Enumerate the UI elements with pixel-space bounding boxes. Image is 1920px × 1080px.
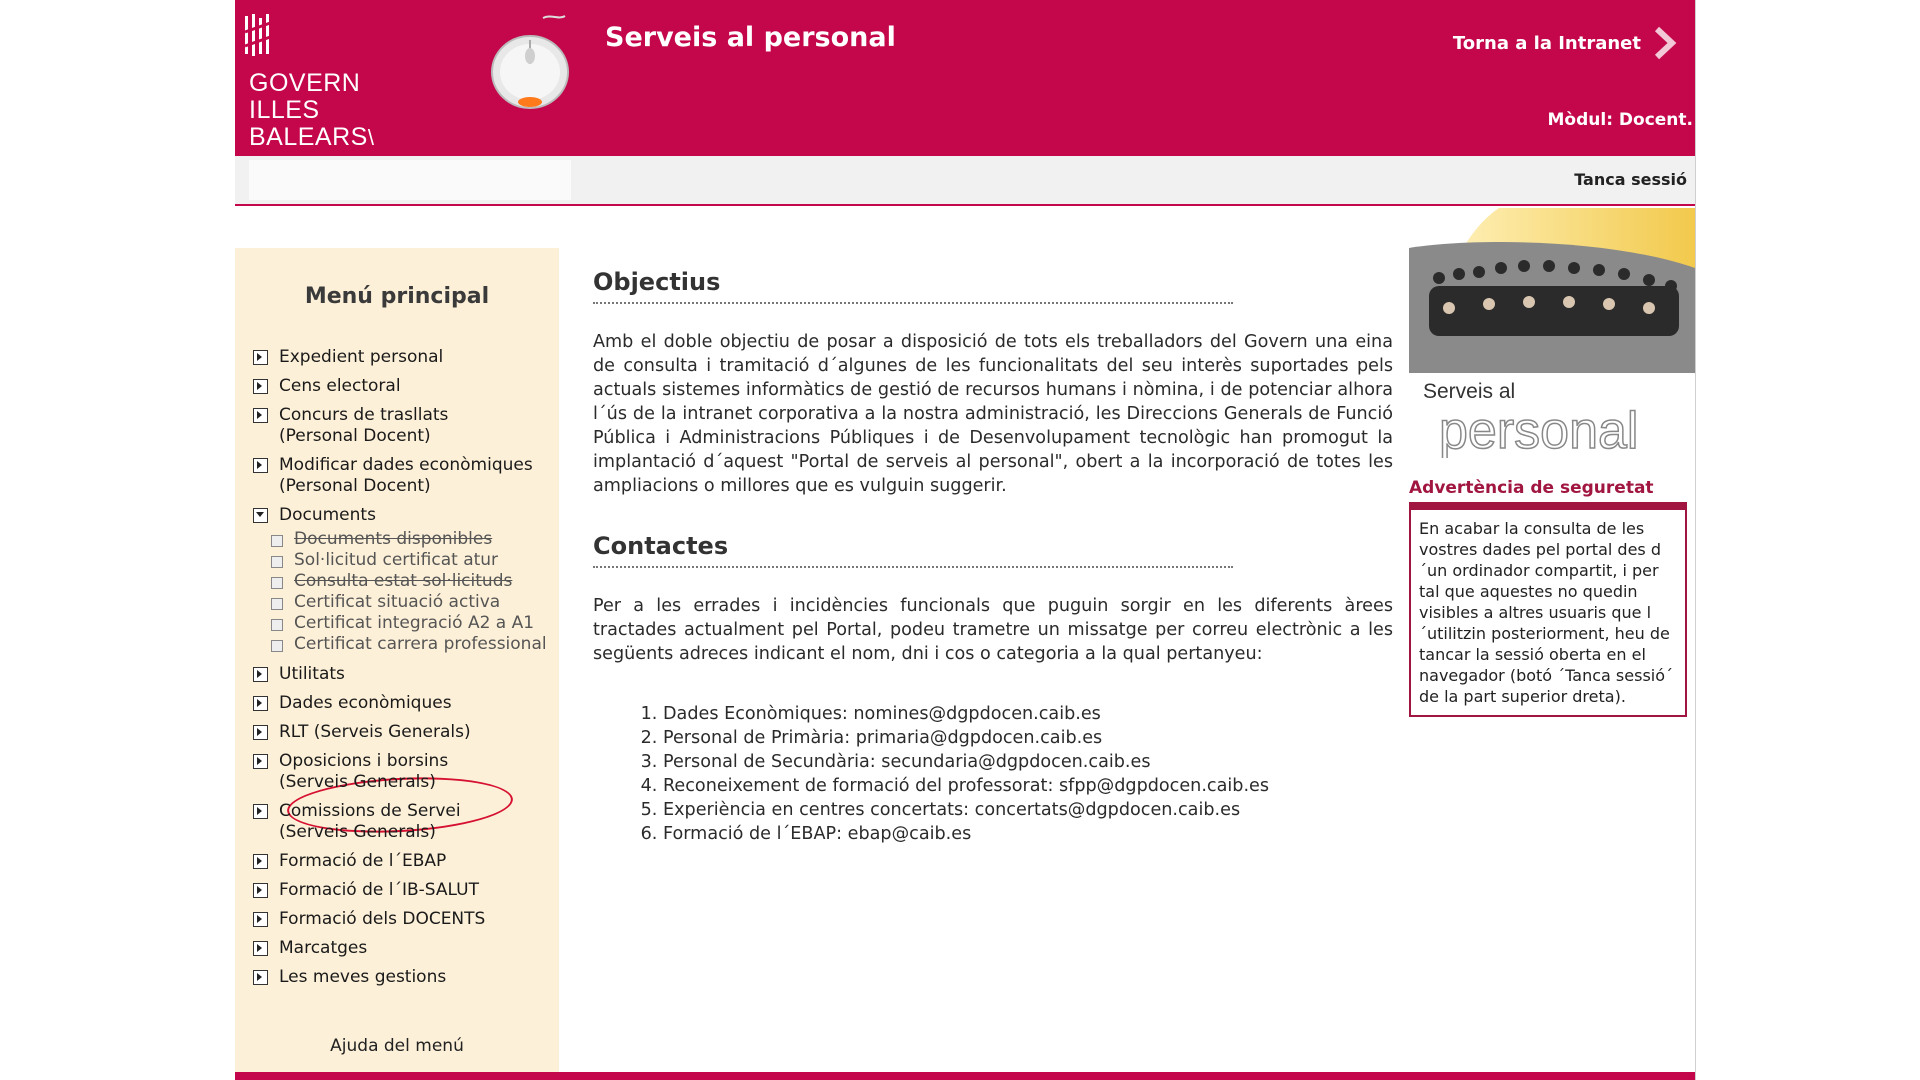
logout-button[interactable]: Tanca sessió [1574, 170, 1687, 189]
objectius-text: Amb el doble objectiu de posar a disposició de tots els treballadors del Govern una eina de consulta i tramitació d´algunes de les funcionalitats del seu interès suportades pels actuals sistemes informàtics de gestió de recursos humans i nòmina, i de potenciar alhora l´ús de la intranet corporativa a la nostra administració, les Direccions Generals de Funció Pública i Administracions Públiques i de Desenvolupament tecnològic han promogut la implantació d´aquest "Portal de serveis al personal", obert a la incorporació de totes les ampliacions o millores que es vulguin suggerir. [593, 332, 1393, 496]
logo-mark-icon [243, 12, 277, 58]
submenu-label: Certificat carrera professional [294, 634, 547, 654]
mouse-icon [485, 12, 585, 112]
sidebar-item-label: Concurs de trasllats [279, 405, 449, 425]
bullet-icon [271, 598, 283, 610]
logo-line: BALEARS\ [249, 123, 375, 151]
submenu-item-certificat-atur[interactable] [271, 550, 498, 571]
submenu-label: Consulta estat sol·licituds [294, 571, 513, 591]
footer-bar [235, 1072, 1695, 1080]
submenu-label: Sol·licitud certificat atur [294, 550, 499, 570]
submenu-label: Certificat situació activa [294, 592, 501, 612]
logo-text [249, 70, 374, 151]
sidebar-item-modificar-dades[interactable] [253, 455, 533, 497]
sidebar-item-label: Comissions de Servei [279, 801, 461, 821]
promo-line2: personal [1439, 402, 1639, 458]
sidebar-item-formacio-ebap[interactable] [253, 851, 446, 872]
sidebar-item-sublabel: (Personal Docent) [279, 476, 431, 496]
sidebar-item-marcatges[interactable] [253, 938, 367, 959]
promo-line1: Serveis al [1423, 380, 1516, 403]
contact-item: 6. Formació de l´EBAP: ebap@caib.es [663, 822, 1393, 846]
app-title: Serveis al personal [605, 22, 896, 53]
sidebar-item-label: Utilitats [279, 664, 345, 684]
back-to-intranet-link[interactable] [1453, 26, 1677, 60]
sidebar-item-label: Formació de l´IB-SALUT [279, 880, 479, 900]
security-warning-title: Advertència de seguretat [1409, 478, 1654, 498]
contact-item: 2. Personal de Primària: primaria@dgpdocen.caib.es [663, 726, 1393, 750]
expand-icon [253, 696, 268, 711]
sidebar-item-expedient-personal[interactable] [253, 347, 443, 368]
menu-help-link[interactable]: Ajuda del menú [330, 1036, 464, 1056]
sidebar-item-meves-gestions[interactable] [253, 967, 446, 988]
logo-line: ILLES [249, 96, 320, 124]
sidebar-item-oposicions[interactable] [253, 751, 448, 793]
bullet-icon [271, 535, 283, 547]
expand-icon [253, 408, 268, 423]
sidebar-item-label: Modificar dades econòmiques [279, 455, 533, 475]
expand-icon [253, 379, 268, 394]
expand-icon [253, 912, 268, 927]
header [235, 0, 1695, 156]
contactes-text: Per a les errades i incidències funcionals que puguin sorgir en les diferents àrees tractades actualment pel Portal, podeu trametre un missatge per correu electrònic a les següents adreces indicant el nom, dni i cos o categoria a la qual pertanyeu: [593, 596, 1393, 664]
contact-item: 4. Reconeixement de formació del professorat: sfpp@dgpdocen.caib.es [663, 774, 1393, 798]
sidebar-item-label: Marcatges [279, 938, 368, 958]
section-title-contactes: Contactes [593, 532, 1233, 568]
expand-icon [253, 941, 268, 956]
sidebar-item-sublabel: (Serveis Generals) [279, 772, 436, 792]
submenu-item-consulta-estat[interactable] [271, 571, 512, 592]
sidebar-item-dades-economiques[interactable] [253, 693, 452, 714]
expand-icon [253, 754, 268, 769]
promo-banner [1409, 208, 1695, 458]
sidebar-item-sublabel: (Serveis Generals) [279, 822, 436, 842]
sidebar-item-formacio-ibsalut[interactable] [253, 880, 479, 901]
collapse-icon [253, 508, 268, 523]
logo-line: GOVERN [249, 69, 361, 97]
module-label: Mòdul: Docent. [1547, 110, 1693, 130]
security-warning-box: En acabar la consulta de les vostres dades pel portal des d´un ordinador compartit, i per tal que aquestes no quedin visibles a altres usuaris que l´utilitzin posteriorment, heu de tancar la sessió oberta en el navegador (botó ´Tanca sessió´ de la part superior dreta). [1409, 502, 1687, 717]
contact-item: 1. Dades Econòmiques: nomines@dgpdocen.caib.es [663, 702, 1393, 726]
top-bar [235, 156, 1695, 206]
expand-icon [253, 804, 268, 819]
sidebar-item-concurs-trasllats[interactable] [253, 405, 448, 447]
sidebar-item-formacio-docents[interactable] [253, 909, 485, 930]
sidebar-item-sublabel: (Personal Docent) [279, 426, 431, 446]
sidebar-item-documents[interactable] [253, 505, 376, 526]
expand-icon [253, 350, 268, 365]
top-bar-blank [249, 160, 571, 200]
sidebar-item-label: Cens electoral [279, 376, 401, 396]
sidebar [235, 248, 559, 1074]
sidebar-item-comissions[interactable] [253, 801, 461, 843]
sidebar-item-label: Formació de l´EBAP [279, 851, 447, 871]
contacts-list [593, 702, 1393, 846]
expand-icon [253, 667, 268, 682]
sidebar-item-label: Expedient personal [279, 347, 444, 367]
main-content [593, 248, 1393, 846]
page-frame [235, 0, 1696, 1080]
sidebar-item-label: Documents [279, 505, 376, 525]
back-link-label: Torna a la Intranet [1452, 32, 1641, 54]
expand-icon [253, 854, 268, 869]
submenu-label: Documents disponibles [294, 529, 493, 549]
contact-item: 3. Personal de Secundària: secundaria@dgpdocen.caib.es [663, 750, 1393, 774]
sidebar-item-utilitats[interactable] [253, 664, 345, 685]
submenu-item-documents-disponibles[interactable] [271, 529, 492, 550]
sidebar-item-label: Les meves gestions [279, 967, 447, 987]
bullet-icon [271, 556, 283, 568]
sidebar-item-label: RLT (Serveis Generals) [279, 722, 471, 742]
expand-icon [253, 970, 268, 985]
bullet-icon [271, 640, 283, 652]
submenu-item-situacio-activa[interactable] [271, 592, 500, 613]
expand-icon [253, 883, 268, 898]
expand-icon [253, 725, 268, 740]
sidebar-item-label: Formació dels DOCENTS [279, 909, 486, 929]
group-photo-image [1409, 208, 1695, 458]
sidebar-item-label: Oposicions i borsins [279, 751, 449, 771]
submenu-label: Certificat integració A2 a A1 [294, 613, 535, 633]
chevron-right-icon [1653, 26, 1677, 60]
submenu-item-carrera-professional[interactable] [271, 634, 547, 655]
sidebar-item-label: Dades econòmiques [279, 693, 452, 713]
section-title-objectius: Objectius [593, 268, 1233, 304]
bullet-icon [271, 577, 283, 589]
sidebar-item-rlt[interactable] [253, 722, 471, 743]
contact-item: 5. Experiència en centres concertats: concertats@dgpdocen.caib.es [663, 798, 1393, 822]
expand-icon [253, 458, 268, 473]
menu-title: Menú principal [304, 284, 490, 309]
submenu-item-integracio[interactable] [271, 613, 534, 634]
govern-logo[interactable] [241, 10, 381, 150]
bullet-icon [271, 619, 283, 631]
sidebar-item-cens-electoral[interactable] [253, 376, 401, 397]
